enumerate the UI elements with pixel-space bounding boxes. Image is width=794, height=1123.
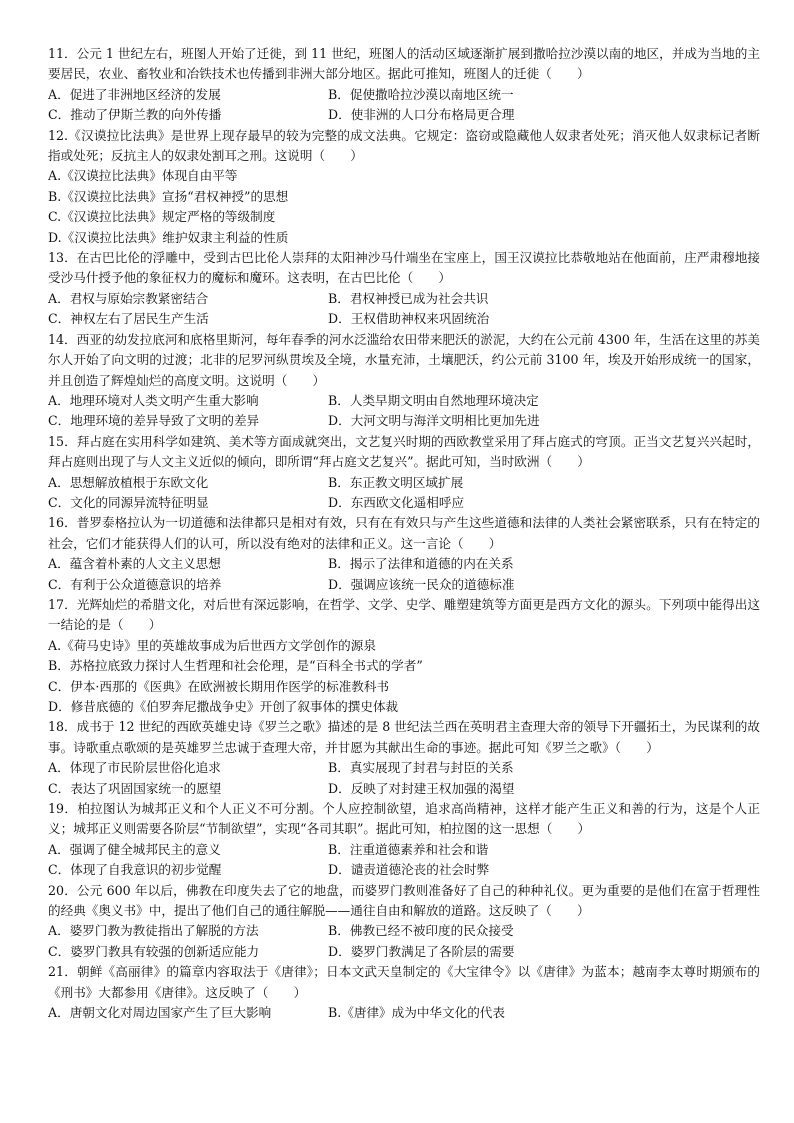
- option-d[interactable]: D．大河文明与海洋文明相比更加先进: [328, 413, 540, 429]
- question-stem: 19．柏拉图认为城邦正义和个人正义不可分割。个人应控制欲望，追求高尚精神，这样才能产生正义和善的行为，这是个人正义；城邦正义则需要各阶层“节制欲望”，实现“各司其职”。据此可知，柏拉图的这一思想（ ）: [48, 801, 760, 837]
- option-d[interactable]: D．谴责道德沦丧的社会时弊: [328, 862, 490, 878]
- option-a[interactable]: A．地理环境对人类文明产生重大影响: [48, 392, 259, 408]
- option-a[interactable]: A．蕴含着朴素的人文主义思想: [48, 556, 221, 572]
- option-b[interactable]: B．佛教已经不被印度的民众接受: [328, 923, 514, 939]
- option-list: [48, 166, 760, 248]
- question-13: [48, 248, 760, 330]
- option-b[interactable]: B．注重道德素养和社会和谐: [328, 841, 489, 857]
- option-c[interactable]: C．表达了巩固国家统一的愿望: [48, 780, 222, 796]
- question-stem: 13．在古巴比伦的浮雕中，受到古巴比伦人崇拜的太阳神沙马什端坐在宝座上，国王汉谟拉比恭敬地站在他面前，庄严肃穆地接受沙马什授予他的象征权力的魔标和魔环。这表明，在古巴比伦（ ）: [48, 250, 760, 286]
- option-d[interactable]: D．修昔底德的《伯罗奔尼撒战争史》开创了叙事体的撰史体裁: [48, 699, 399, 714]
- question-stem: 14．西亚的幼发拉底河和底格里斯河，每年春季的河水泛滥给农田带来肥沃的淤泥，大约在公元前 4300 年，生活在这里的苏美尔人开始了向文明的过渡；北非的尼罗河纵贯埃及全境，水量充沛，土壤肥沃，约公元前 3100 年，埃及开始形成统一的国家，并且创造了辉煌灿烂的高度文明。这说明（ ）: [48, 331, 760, 388]
- option-b[interactable]: B.《汉谟拉比法典》宣扬“君权神授”的思想: [48, 188, 289, 204]
- question-stem: 17．光辉灿烂的希腊文化，对后世有深远影响，在哲学、文学、史学、雕塑建筑等方面更是西方文化的源头。下列项中能得出这一结论的是（ ）: [48, 596, 760, 633]
- option-a[interactable]: A．思想解放植根于东欧文化: [48, 474, 209, 490]
- option-c[interactable]: C．婆罗门教具有较强的创新适应能力: [48, 943, 260, 959]
- option-a[interactable]: A．婆罗门教为教徒指出了解脱的方法: [48, 923, 259, 939]
- question-16: [48, 513, 760, 595]
- option-b[interactable]: B．揭示了法律和道德的内在关系: [328, 556, 514, 572]
- question-18: [48, 717, 760, 799]
- option-d[interactable]: D.《汉谟拉比法典》维护奴隶主利益的性质: [48, 229, 289, 245]
- option-c[interactable]: C．文化的同源异流特征明显: [48, 494, 209, 510]
- option-d[interactable]: D．东西欧文化遥相呼应: [328, 494, 465, 510]
- option-list: [48, 1003, 760, 1023]
- question-11: [48, 44, 760, 126]
- option-a[interactable]: A.《汉谟拉比法典》体现自由平等: [48, 168, 238, 184]
- option-c[interactable]: C.《汉谟拉比法典》规定严格的等级制度: [48, 209, 276, 225]
- option-b[interactable]: B．真实展现了封君与封臣的关系: [328, 760, 514, 776]
- option-b[interactable]: B．东正教文明区域扩展: [328, 474, 464, 490]
- option-b[interactable]: B.《唐律》成为中华文化的代表: [328, 1005, 505, 1021]
- option-list: [48, 840, 760, 881]
- option-b[interactable]: B．促使撒哈拉沙漠以南地区统一: [328, 86, 514, 102]
- option-c[interactable]: C．推动了伊斯兰教的向外传播: [48, 107, 222, 123]
- option-d[interactable]: D．反映了对封建王权加强的渴望: [328, 780, 515, 796]
- question-14: [48, 330, 760, 432]
- question-stem: 21．朝鲜《高丽律》的篇章内容取法于《唐律》；日本文武天皇制定的《大宝律令》以《唐律》为蓝本；越南李太尊时期颁布的《刑书》大都参用《唐律》。这反映了（ ）: [48, 964, 760, 1000]
- option-b[interactable]: B．君权神授已成为社会共识: [328, 290, 489, 306]
- option-a[interactable]: A．唐朝文化对周边国家产生了巨大影响: [48, 1005, 272, 1021]
- option-c[interactable]: C．有利于公众道德意识的培养: [48, 576, 222, 592]
- option-c[interactable]: C．体现了自我意识的初步觉醒: [48, 862, 222, 878]
- option-a[interactable]: A．体现了市民阶层世俗化追求: [48, 760, 221, 776]
- question-stem: 18．成书于 12 世纪的西欧英雄史诗《罗兰之歌》描述的是 8 世纪法兰西在英明君主查理大帝的领导下开疆拓土，为民谋利的故事。诗歌重点歌颂的是英雄罗兰忠诚于查理大帝，并甘愿为其献出生命的事迹。据此可知《罗兰之歌》（ ）: [48, 719, 760, 755]
- option-list: [48, 921, 760, 962]
- option-list: [48, 554, 760, 595]
- option-b[interactable]: B．苏格拉底致力探讨人生哲理和社会伦理，是“百科全书式的学者”: [48, 658, 423, 674]
- question-stem: 12.《汉谟拉比法典》是世界上现存最早的较为完整的成文法典。它规定：盗窃或隐藏他人奴隶者处死；消灭他人奴隶标记者断指或处死；反抗主人的奴隶处割耳之刑。这说明（ ）: [48, 127, 760, 164]
- option-list: [48, 85, 760, 126]
- option-c[interactable]: C．地理环境的差异导致了文明的差异: [48, 413, 260, 429]
- question-21: [48, 962, 760, 1023]
- option-a[interactable]: A．强调了健全城邦民主的意义: [48, 841, 221, 857]
- option-list: [48, 758, 760, 799]
- question-stem: 16．普罗泰格拉认为一切道德和法律都只是相对有效，只有在有效只与产生这些道德和法律的人类社会紧密联系，只有在特定的社会，它们才能获得人们的认可，所以没有绝对的法律和正义。这一言论（ ）: [48, 515, 760, 551]
- question-12: [48, 126, 760, 248]
- question-20: [48, 881, 760, 963]
- option-list: [48, 636, 760, 718]
- question-stem: 15．拜占庭在实用科学如建筑、美术等方面成就突出，文艺复兴时期的西欧教堂采用了拜占庭式的穹顶。正当文艺复兴兴起时，拜占庭则出现了与人文主义近似的倾向，即所谓“拜占庭文艺复兴”。据此可知，当时欧洲（ ）: [48, 433, 760, 470]
- option-list: [48, 289, 760, 330]
- option-d[interactable]: D．婆罗门教满足了各阶层的需要: [328, 943, 515, 959]
- option-list: [48, 391, 760, 432]
- option-c[interactable]: C．伊本·西那的《医典》在欧洲被长期用作医学的标准教科书: [48, 678, 390, 694]
- question-stem: 11．公元 1 世纪左右，班图人开始了迁徙，到 11 世纪，班图人的活动区域逐渐扩展到撒哈拉沙漠以南的地区，并成为当地的主要居民，农业、畜牧业和冶铁技术也传播到非洲大部分地区。据此可推知，班图人的迁徙（ ）: [48, 46, 760, 82]
- option-d[interactable]: D．王权借助神权来巩固统治: [328, 311, 490, 327]
- option-list: [48, 473, 760, 514]
- question-19: [48, 799, 760, 881]
- question-15: [48, 432, 760, 514]
- option-d[interactable]: D．使非洲的人口分布格局更合理: [328, 107, 515, 123]
- question-17: [48, 595, 760, 717]
- option-a[interactable]: A．君权与原始宗教紧密结合: [48, 290, 209, 306]
- option-c[interactable]: C．神权左右了居民生产生活: [48, 311, 209, 327]
- option-a[interactable]: A.《荷马史诗》里的英雄故事成为后世西方文学创作的源泉: [48, 637, 376, 653]
- option-b[interactable]: B．人类早期文明由自然地理环境决定: [328, 392, 539, 408]
- question-stem: 20．公元 600 年以后，佛教在印度失去了它的地盘，而婆罗门教则准备好了自己的种种礼仪。更为重要的是他们在富于哲理性的经典《奥义书》中，提出了他们自己的通往解脱——通往自由和解放的道路。这反映了（ ）: [48, 882, 760, 919]
- option-d[interactable]: D．强调应该统一民众的道德标准: [328, 576, 515, 592]
- option-a[interactable]: A．促进了非洲地区经济的发展: [48, 86, 221, 102]
